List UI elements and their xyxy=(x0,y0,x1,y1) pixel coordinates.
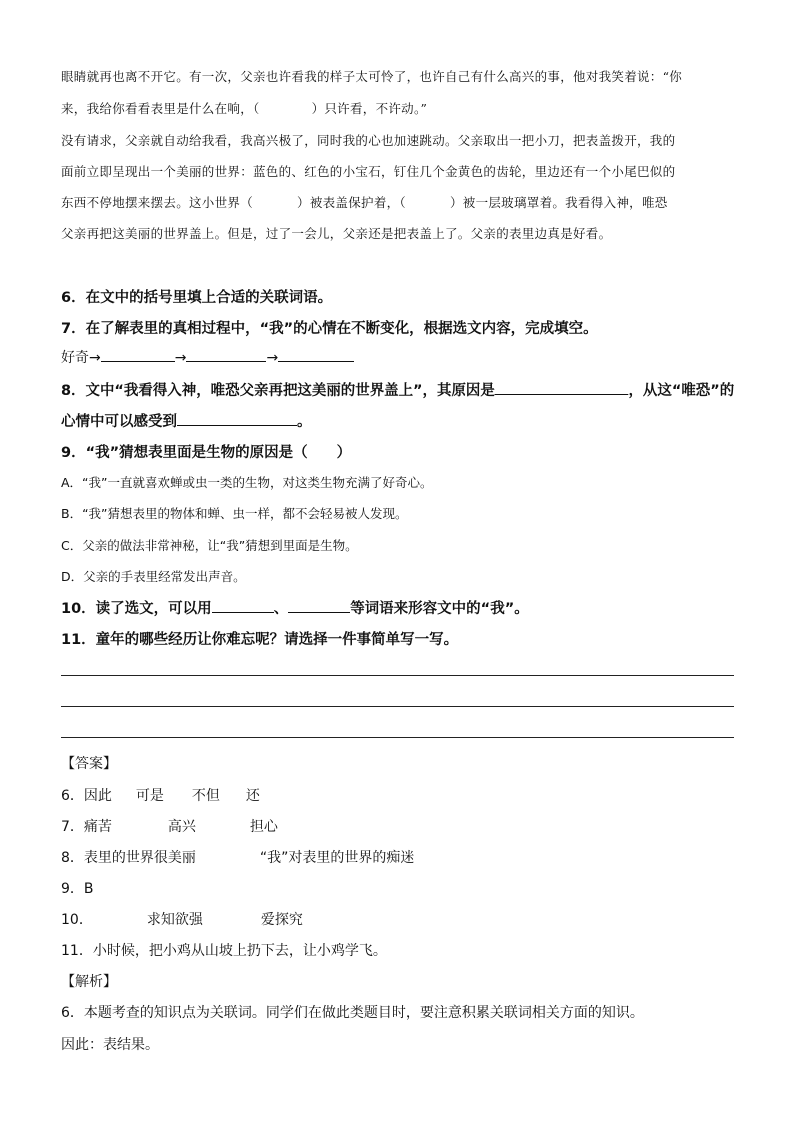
passage-line-4: 面前立即呈现出一个美丽的世界：蓝色的、红色的小宝石，钉住几个金黄色的齿轮，里边还有一个小尾巴似的 xyxy=(61,164,676,179)
passage-line-6: 父亲再把这美丽的世界盖上。但是，过了一会儿，父亲还是把表盖上了。父亲的表里边真是好看。 xyxy=(61,226,612,241)
passage-line-5: 东西不停地摆来摆去。这小世界（ ）被表盖保护着，（ ）被一层玻璃罩着。我看得入神，唯恐 xyxy=(61,195,668,210)
option-d[interactable]: D．父亲的手表里经常发出声音。 xyxy=(61,569,246,584)
passage-line-1: 眼睛就再也离不开它。有一次，父亲也许看我的样子太可怜了，也许自己有什么高兴的事，他对我笑着说：“你 xyxy=(61,69,683,84)
question-11: 11．童年的哪些经历让你难忘呢？请选择一件事简单写一写。 xyxy=(61,632,459,648)
answer-blank[interactable] xyxy=(186,347,266,362)
answer-11: 11．小时候，把小鸡从山坡上扔下去，让小鸡学飞。 xyxy=(61,943,387,959)
analysis-paragraph-1: 6．本题考查的知识点为关联词。同学们在做此类题目时，要注意积累关联词相关方面的知识。 xyxy=(61,1005,644,1021)
answers-header: 【答案】 xyxy=(61,756,117,772)
answer-8: 8．表里的世界很美丽 “我”对表里的世界的痴迷 xyxy=(61,850,415,866)
answer-blank[interactable] xyxy=(177,411,297,426)
question-7-blanks: 好奇→ → → xyxy=(61,347,354,367)
passage-line-2: 来，我给你看看表里是什么在响，（ ）只许看，不许动。” xyxy=(61,101,428,116)
answer-9: 9．B xyxy=(61,881,94,897)
option-a[interactable]: A．“我”一直就喜欢蝉或虫一类的生物，对这类生物充满了好奇心。 xyxy=(61,475,433,490)
passage-line-3: 没有请求，父亲就自动给我看，我高兴极了，同时我的心也加速跳动。父亲取出一把小刀，把表盖拨开，我的 xyxy=(61,133,676,148)
writing-line-3[interactable] xyxy=(61,737,734,738)
question-7: 7．在了解表里的真相过程中，“我”的心情在不断变化，根据选文内容，完成填空。 xyxy=(61,321,598,337)
question-8-cont: 心情中可以感受到 。 xyxy=(61,410,312,431)
option-b[interactable]: B．“我”猜想表里的物体和蝉、虫一样，都不会轻易被人发现。 xyxy=(61,506,408,521)
question-6: 6．在文中的括号里填上合适的关联词语。 xyxy=(61,290,333,306)
question-10: 10．读了选文，可以用 、 等词语来形容文中的“我”。 xyxy=(61,597,529,618)
answer-blank[interactable] xyxy=(101,347,175,362)
writing-line-2[interactable] xyxy=(61,706,734,707)
writing-line-1[interactable] xyxy=(61,675,734,676)
analysis-paragraph-2: 因此：表结果。 xyxy=(61,1037,159,1053)
answer-6: 6．因此 可是 不但 还 xyxy=(61,788,260,804)
answer-blank[interactable] xyxy=(288,598,350,613)
answer-10: 10． 求知欲强 爱探究 xyxy=(61,912,303,928)
question-9: 9．“我”猜想表里面是生物的原因是（ ） xyxy=(61,445,352,461)
option-c[interactable]: C．父亲的做法非常神秘，让“我”猜想到里面是生物。 xyxy=(61,538,358,553)
answer-blank[interactable] xyxy=(495,380,629,395)
answer-blank[interactable] xyxy=(278,347,354,362)
answer-7: 7．痛苦 高兴 担心 xyxy=(61,819,278,835)
question-8: 8．文中“我看得入神，唯恐父亲再把这美丽的世界盖上”，其原因是 ，从这“唯恐”的 xyxy=(61,379,734,400)
answer-blank[interactable] xyxy=(212,598,274,613)
analysis-header: 【解析】 xyxy=(61,974,117,990)
